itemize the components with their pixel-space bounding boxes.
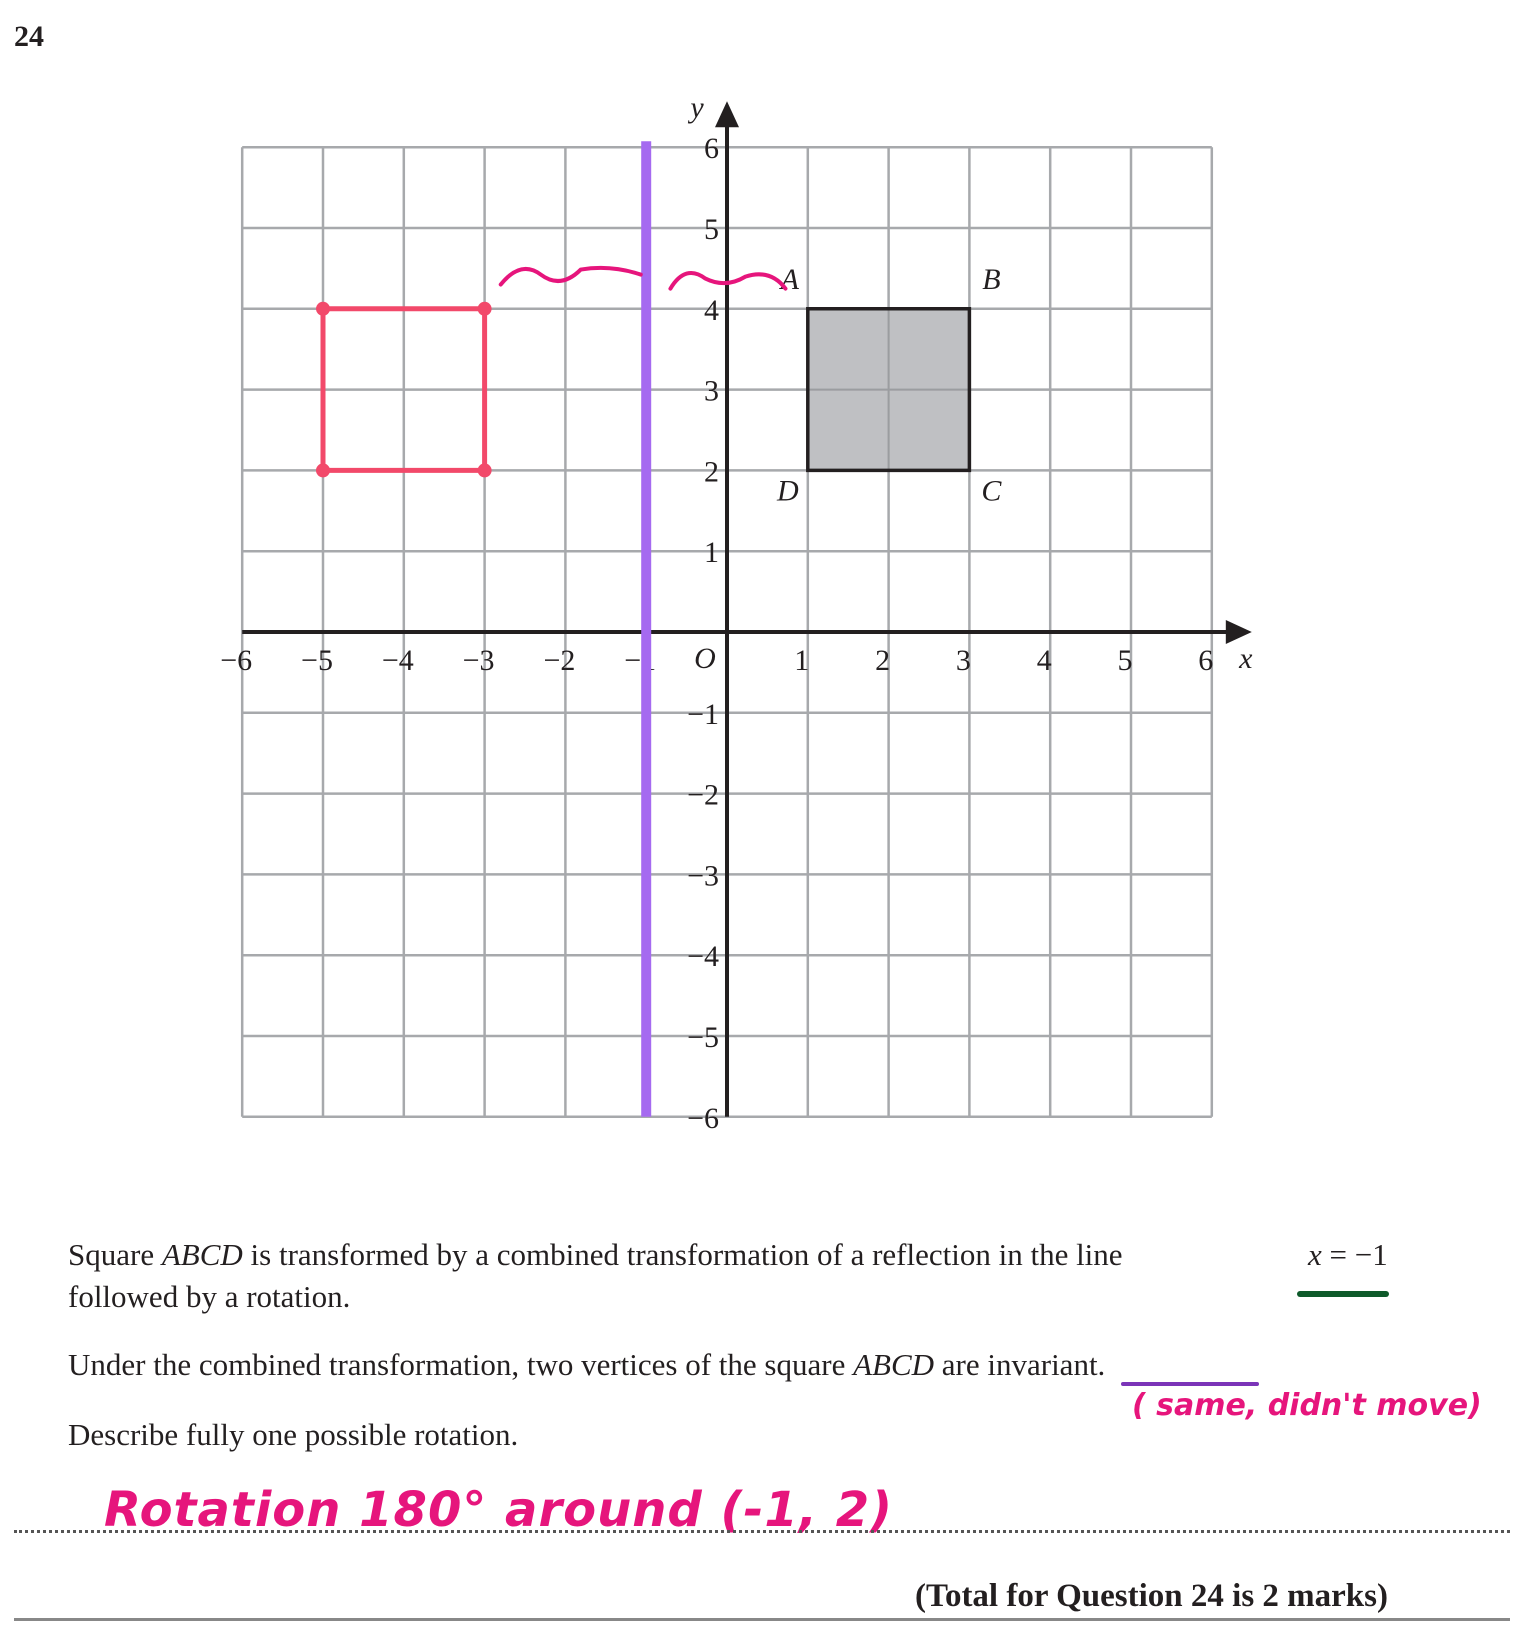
question-paragraph-2: Under the combined transformation, two vertices of the square ABCD are invariant. (68, 1347, 1106, 1382)
vertex-label-b: B (982, 262, 1001, 296)
tick-labels (220, 91, 1253, 1135)
y-tick-label: 5 (704, 213, 719, 246)
y-axis-arrow (715, 101, 739, 127)
vertex-label-d: D (776, 474, 799, 508)
reflected-vertex-dot (316, 463, 330, 477)
handwritten-note: ( same, didn't move) (1132, 1388, 1482, 1423)
reflected-vertex-dot (316, 302, 330, 316)
vertex-label-a: A (780, 262, 799, 296)
x-tick-label: 1 (794, 644, 810, 677)
reflected-vertex-dot (478, 463, 492, 477)
y-tick-label: −4 (687, 940, 719, 974)
y-tick-label: −2 (687, 778, 719, 812)
green-underline (1297, 1291, 1389, 1297)
x-tick-label: 6 (1198, 644, 1214, 677)
distance-squiggle-left (501, 268, 641, 285)
x-tick-label: 2 (875, 644, 891, 677)
x-axis-arrow (1226, 620, 1252, 644)
x-tick-label: −2 (543, 644, 576, 677)
axes (242, 101, 1252, 1117)
reflected-vertex-dot (478, 302, 492, 316)
purple-underline (1121, 1382, 1259, 1386)
y-axis-label: y (690, 91, 704, 125)
handwritten-answer: Rotation 180° around (-1, 2) (104, 1482, 894, 1538)
question-number: 24 (14, 20, 44, 53)
y-tick-label: 1 (704, 536, 719, 570)
x-tick-label: −1 (624, 644, 657, 677)
line-equation: x = −1 (1308, 1237, 1388, 1272)
x-tick-label: 5 (1117, 644, 1133, 677)
answer-line (14, 1530, 1510, 1533)
y-tick-label: −6 (687, 1101, 719, 1135)
y-tick-label: −3 (687, 859, 719, 893)
y-tick-label: 2 (704, 455, 719, 489)
x-tick-label: 4 (1036, 644, 1052, 677)
y-tick-label: −1 (687, 697, 719, 731)
x-axis-label: x (1239, 642, 1253, 675)
y-tick-label: 6 (704, 132, 719, 166)
x-tick-label: −5 (301, 644, 333, 677)
y-tick-label: −5 (687, 1021, 719, 1054)
bottom-rule (14, 1618, 1510, 1621)
question-paragraph-1: Square ABCD is transformed by a combined transformation of a reflection in the line x = −1 followed by a rotation. (68, 1234, 1408, 1318)
x-tick-label: −3 (462, 644, 495, 677)
y-tick-label: 4 (704, 293, 719, 327)
x-tick-label: −6 (220, 644, 253, 677)
x-tick-label: 3 (955, 644, 971, 677)
y-tick-label: 3 (704, 374, 719, 408)
x-tick-label: −4 (381, 644, 414, 677)
origin-label: O (694, 642, 716, 675)
total-marks: (Total for Question 24 is 2 marks) (914, 1578, 1388, 1614)
vertex-label-c: C (981, 474, 1002, 508)
question-paragraph-3: Describe fully one possible rotation. (68, 1417, 519, 1452)
